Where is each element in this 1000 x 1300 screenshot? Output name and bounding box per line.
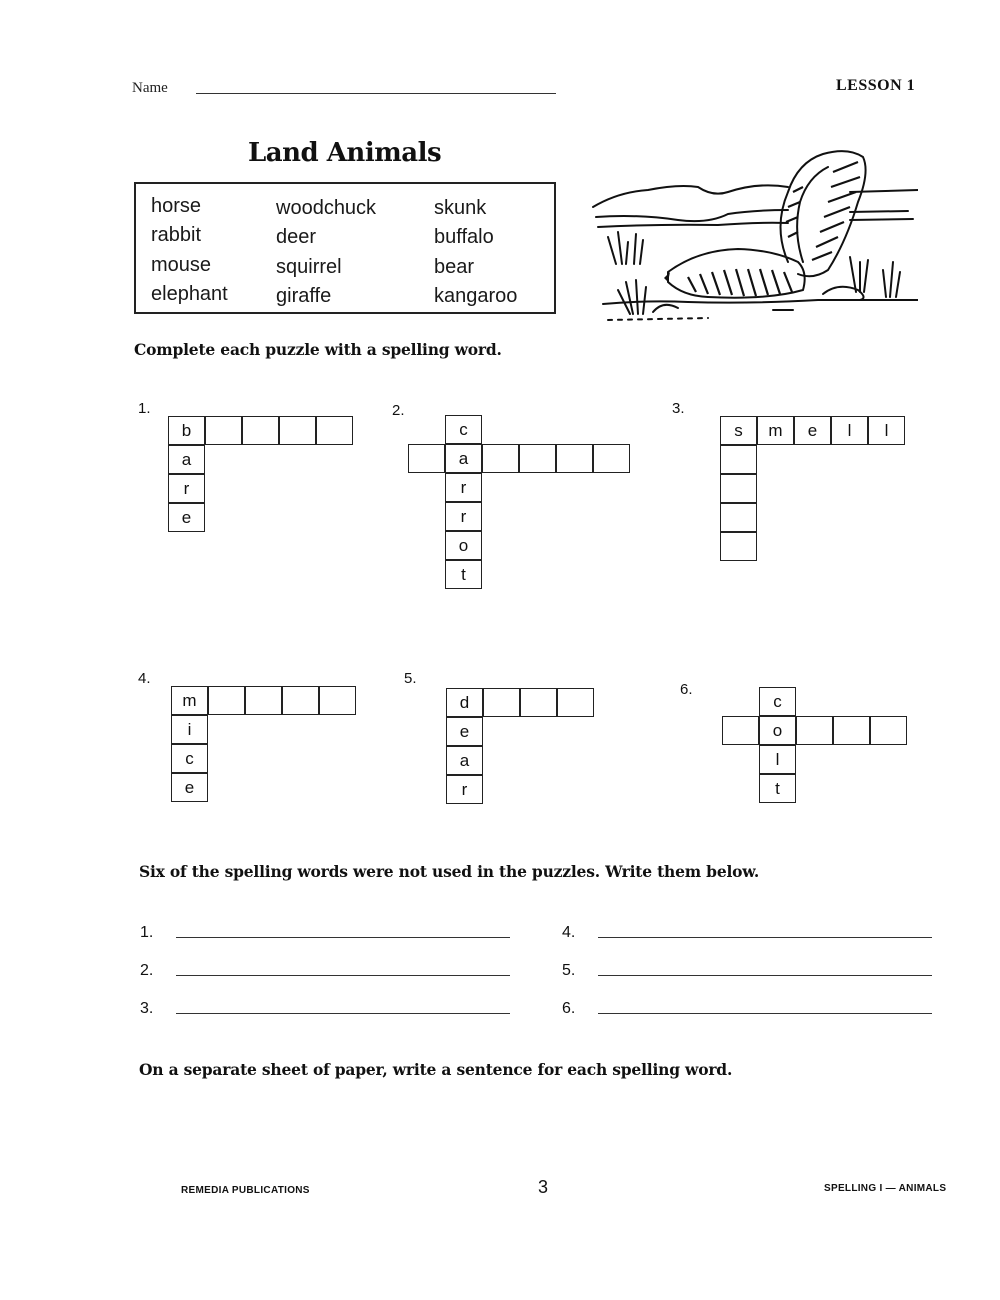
puzzle-cell[interactable] — [245, 686, 282, 715]
word: kangaroo — [434, 285, 518, 307]
name-label: Name — [132, 80, 168, 96]
unused-words-instructions: Six of the spelling words were not used in the puzzles. Write them below. — [139, 862, 760, 881]
answer-number: 2. — [140, 962, 154, 979]
sentence-instructions: On a separate sheet of paper, write a sentence for each spelling word. — [139, 1060, 733, 1079]
puzzle-cell[interactable]: e — [446, 717, 483, 746]
puzzle-instructions: Complete each puzzle with a spelling word. — [134, 340, 502, 359]
puzzle-cell[interactable]: o — [445, 531, 482, 560]
answer-number: 1. — [140, 924, 154, 941]
puzzle-cell[interactable]: l — [759, 745, 796, 774]
word-list-box — [134, 182, 556, 314]
puzzle-cell[interactable]: r — [445, 473, 482, 502]
puzzle-cell[interactable]: r — [446, 775, 483, 804]
puzzle-5 — [404, 670, 644, 830]
puzzle-cell[interactable] — [720, 445, 757, 474]
answer-line-1[interactable] — [176, 937, 510, 938]
word: elephant — [151, 283, 228, 305]
puzzle-number: 2. — [392, 402, 405, 419]
puzzle-cell[interactable] — [519, 444, 556, 473]
puzzle-cell[interactable]: e — [794, 416, 831, 445]
puzzle-cell[interactable] — [279, 416, 316, 445]
word: skunk — [434, 197, 487, 219]
puzzle-cell[interactable]: o — [759, 716, 796, 745]
puzzle-cell[interactable] — [833, 716, 870, 745]
word: woodchuck — [276, 197, 377, 219]
puzzle-cell[interactable] — [482, 444, 519, 473]
puzzle-cell[interactable] — [282, 686, 319, 715]
lesson-label: LESSON 1 — [836, 77, 916, 94]
puzzle-2 — [390, 400, 640, 600]
puzzle-cell[interactable] — [556, 444, 593, 473]
answer-line-5[interactable] — [598, 975, 932, 976]
puzzle-cell[interactable]: r — [168, 474, 205, 503]
page-title: Land Animals — [248, 138, 442, 168]
puzzle-cell[interactable] — [520, 688, 557, 717]
puzzle-cell[interactable] — [720, 532, 757, 561]
puzzle-cell[interactable]: c — [759, 687, 796, 716]
word: giraffe — [276, 285, 332, 307]
puzzle-cell[interactable] — [796, 716, 833, 745]
puzzle-cell[interactable]: t — [759, 774, 796, 803]
puzzle-cell[interactable]: a — [168, 445, 205, 474]
answer-number: 3. — [140, 1000, 154, 1017]
puzzle-cell[interactable]: a — [446, 746, 483, 775]
page-number: 3 — [538, 1177, 549, 1197]
puzzle-cell[interactable]: r — [445, 502, 482, 531]
series-label: SPELLING I — ANIMALS — [824, 1183, 946, 1194]
word: buffalo — [434, 226, 494, 248]
answer-line-2[interactable] — [176, 975, 510, 976]
word: horse — [151, 195, 202, 217]
puzzle-1 — [138, 400, 378, 600]
answer-number: 4. — [562, 924, 576, 941]
word: bear — [434, 256, 475, 278]
puzzle-number: 1. — [138, 400, 151, 417]
name-field[interactable] — [196, 93, 556, 94]
answer-number: 6. — [562, 1000, 576, 1017]
word: mouse — [151, 254, 212, 276]
puzzle-cell[interactable]: i — [171, 715, 208, 744]
puzzle-6 — [680, 676, 920, 836]
answer-line-3[interactable] — [176, 1013, 510, 1014]
skunk-illustration — [588, 132, 918, 322]
puzzle-cell[interactable]: l — [868, 416, 905, 445]
puzzle-cell[interactable]: e — [171, 773, 208, 802]
puzzle-cell[interactable]: c — [171, 744, 208, 773]
word: rabbit — [151, 224, 202, 246]
puzzle-cell[interactable] — [205, 416, 242, 445]
word: deer — [276, 226, 317, 248]
puzzle-cell[interactable] — [319, 686, 356, 715]
puzzle-cell[interactable] — [557, 688, 594, 717]
puzzle-cell[interactable] — [720, 474, 757, 503]
answer-line-6[interactable] — [598, 1013, 932, 1014]
puzzle-cell[interactable]: e — [168, 503, 205, 532]
puzzle-cell[interactable]: a — [445, 444, 482, 473]
puzzle-cell[interactable]: s — [720, 416, 757, 445]
puzzle-cell[interactable]: m — [757, 416, 794, 445]
puzzle-cell[interactable] — [593, 444, 630, 473]
puzzle-cell[interactable]: c — [445, 415, 482, 444]
puzzle-cell[interactable] — [722, 716, 759, 745]
puzzle-cell[interactable] — [242, 416, 279, 445]
puzzle-cell[interactable]: m — [171, 686, 208, 715]
puzzle-number: 3. — [672, 400, 685, 417]
puzzle-cell[interactable]: d — [446, 688, 483, 717]
puzzle-cell[interactable]: l — [831, 416, 868, 445]
puzzle-3 — [670, 400, 910, 600]
answer-line-4[interactable] — [598, 937, 932, 938]
word: squirrel — [276, 256, 342, 278]
puzzle-cell[interactable] — [483, 688, 520, 717]
puzzle-number: 6. — [680, 681, 693, 698]
puzzle-cell[interactable] — [870, 716, 907, 745]
puzzle-cell[interactable] — [208, 686, 245, 715]
puzzle-number: 4. — [138, 670, 151, 687]
puzzle-cell[interactable] — [720, 503, 757, 532]
puzzle-cell[interactable] — [408, 444, 445, 473]
puzzle-4 — [138, 670, 378, 830]
puzzle-number: 5. — [404, 670, 417, 687]
puzzle-cell[interactable] — [316, 416, 353, 445]
publisher-label: REMEDIA PUBLICATIONS — [181, 1185, 310, 1196]
puzzle-cell[interactable]: t — [445, 560, 482, 589]
answer-number: 5. — [562, 962, 576, 979]
puzzle-cell[interactable]: b — [168, 416, 205, 445]
